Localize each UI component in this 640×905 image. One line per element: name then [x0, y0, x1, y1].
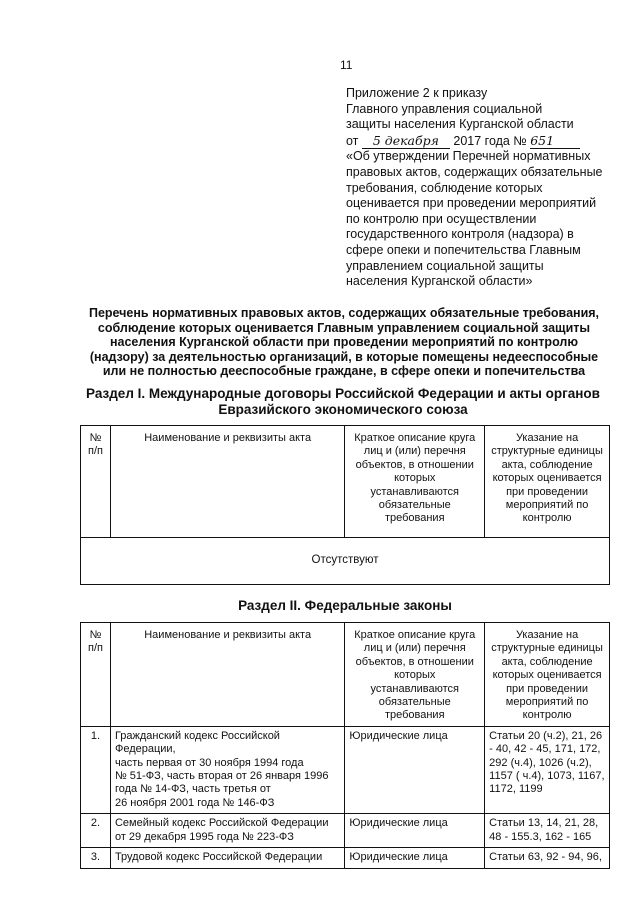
appendix-block: [346, 86, 614, 290]
section2-table: [80, 622, 610, 869]
table-row: [81, 848, 610, 868]
appendix-line: сфере опеки и попечительства Главным: [346, 242, 581, 257]
appendix-line: защиты населения Курганской области: [346, 117, 574, 132]
appendix-line: требования, соблюдение которых: [346, 180, 543, 195]
appendix-line: населения Курганской области»: [346, 274, 533, 289]
appendix-line: «Об утверждении Перечней нормативных: [346, 149, 591, 164]
table-row: [81, 814, 610, 848]
row-desc: Юридические лица: [345, 814, 485, 848]
col-header-desc: Краткое описание круга лиц и (или) перечня объектов, в отношении которых устанавливаются обязательные требования: [345, 426, 485, 538]
col-header-name: Наименование и реквизиты акта: [110, 623, 344, 727]
appendix-line: Главного управления социальной: [346, 101, 543, 116]
appendix-line: оценивается при проведении мероприятий: [346, 196, 597, 211]
date-suffix: 2017 года №: [453, 133, 527, 148]
page-number: 11: [340, 58, 353, 72]
section1-title: [78, 386, 608, 417]
section2-title: Раздел II. Федеральные законы: [238, 598, 452, 613]
row-name: Трудовой кодекс Российской Федерации: [110, 848, 344, 868]
section1-table: [80, 425, 610, 585]
heading-line: Перечень нормативных правовых актов, содержащих обязательные требования,: [88, 306, 600, 320]
row-desc: Юридические лица: [345, 726, 485, 813]
row-desc: Юридические лица: [345, 848, 485, 868]
appendix-date-line: [346, 133, 614, 150]
handwritten-date: 5 декабря: [362, 133, 450, 150]
appendix-line: государственного контроля (надзора) в: [346, 227, 574, 242]
appendix-line: правовых актов, содержащих обязательные: [346, 164, 603, 179]
appendix-line: управлением социальной защиты: [346, 258, 544, 273]
row-num: 2.: [81, 814, 111, 848]
col-header-desc: Краткое описание круга лиц и (или) перечня объектов, в отношении которых устанавливаются обязательные требования: [345, 623, 485, 727]
section1-title-line: Евразийского экономического союза: [218, 401, 468, 417]
col-header-units: Указание на структурные единицы акта, соблюдение которых оценивается при проведении мероприятий по контролю: [485, 623, 610, 727]
table-header-row: [81, 426, 610, 538]
row-units: Статьи 20 (ч.2), 21, 26 - 40, 42 - 45, 171, 172, 292 (ч.4), 1026 (ч.2), 1157 ( ч.4), 1073, 1167, 1172, 1199: [485, 726, 610, 813]
row-units: Статьи 63, 92 - 94, 96,: [485, 848, 610, 868]
handwritten-number: 651: [530, 133, 580, 150]
row-name: Семейный кодекс Российской Федерации от 29 декабря 1995 года № 223-ФЗ: [110, 814, 344, 848]
document-heading: [70, 306, 618, 379]
appendix-line: по контролю при осуществлении: [346, 211, 537, 226]
table-empty-row: [81, 538, 610, 585]
col-header-units: Указание на структурные единицы акта, соблюдение которых оценивается при проведении мероприятий по контролю: [485, 426, 610, 538]
row-num: 1.: [81, 726, 111, 813]
table-row: [81, 726, 610, 813]
section1-title-line: Раздел I. Международные договоры Российской Федерации и акты органов: [86, 386, 600, 401]
heading-line: населения Курганской области при проведении мероприятий по контролю: [109, 335, 579, 350]
heading-line: (надзору) за деятельностью организаций, в которые помещены недееспособные: [89, 349, 599, 364]
table-header-row: [81, 623, 610, 727]
appendix-line: Приложение 2 к приказу: [346, 86, 488, 100]
heading-line: или не полностью дееспособные граждане, в сфере опеки и попечительства: [102, 364, 586, 379]
row-num: 3.: [81, 848, 111, 868]
col-header-num: № п/п: [81, 426, 111, 538]
heading-line: соблюдение которых оценивается Главным управлением социальной защиты: [97, 320, 591, 335]
row-name: Гражданский кодекс Российской Федерации, часть первая от 30 ноября 1994 года № 51-ФЗ, часть вторая от 26 января 1996 года № 14-ФЗ, часть третья от 26 ноября 2001 года № 146-ФЗ: [110, 726, 344, 813]
date-prefix: от: [346, 133, 359, 148]
empty-text: Отсутствуют: [81, 538, 610, 585]
col-header-num: № п/п: [81, 623, 111, 727]
col-header-name: Наименование и реквизиты акта: [110, 426, 344, 538]
row-units: Статьи 13, 14, 21, 28, 48 - 155.3, 162 - 165: [485, 814, 610, 848]
